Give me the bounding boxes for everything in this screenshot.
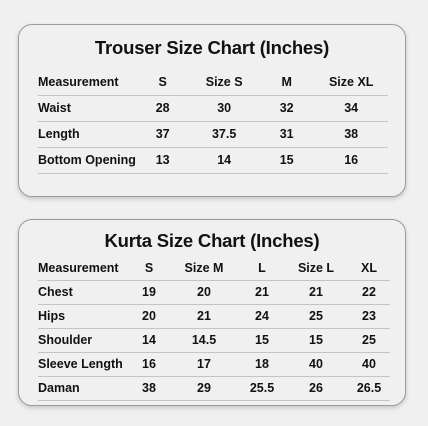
table-row-sleeve-length <box>38 352 390 376</box>
kurta-size-table <box>38 256 390 401</box>
kurta-size-chart-card <box>18 219 406 406</box>
table-cell: 24 <box>240 304 284 328</box>
table-cell: 21 <box>240 280 284 304</box>
column-header-s: S <box>136 69 189 95</box>
table-cell: 15 <box>284 328 348 352</box>
row-label: Bottom Opening <box>38 147 136 173</box>
column-header-l: L <box>240 256 284 280</box>
table-cell: 14 <box>130 328 168 352</box>
table-cell: 26 <box>284 376 348 400</box>
table-row-shoulder <box>38 328 390 352</box>
table-cell: 16 <box>130 352 168 376</box>
table-cell: 34 <box>314 95 388 121</box>
table-cell: 14 <box>189 147 259 173</box>
table-cell: 19 <box>130 280 168 304</box>
row-label: Chest <box>38 280 130 304</box>
table-cell: 13 <box>136 147 189 173</box>
table-cell: 37.5 <box>189 121 259 147</box>
column-header-size-m: Size M <box>168 256 240 280</box>
table-cell: 18 <box>240 352 284 376</box>
table-cell: 32 <box>259 95 314 121</box>
row-label: Length <box>38 121 136 147</box>
row-label: Shoulder <box>38 328 130 352</box>
table-cell: 25.5 <box>240 376 284 400</box>
trouser-chart-title: Trouser Size Chart (Inches) <box>94 37 330 58</box>
table-row-bottom-opening <box>38 147 388 173</box>
table-row-waist <box>38 95 388 121</box>
trouser-size-table <box>38 69 388 174</box>
table-cell: 31 <box>259 121 314 147</box>
table-cell: 15 <box>259 147 314 173</box>
table-cell: 25 <box>284 304 348 328</box>
column-header-size-l: Size L <box>284 256 348 280</box>
table-cell: 26.5 <box>348 376 390 400</box>
table-row-daman <box>38 376 390 400</box>
table-cell: 21 <box>168 304 240 328</box>
table-cell: 29 <box>168 376 240 400</box>
table-cell: 21 <box>284 280 348 304</box>
table-row-length <box>38 121 388 147</box>
row-label: Daman <box>38 376 130 400</box>
row-label: Hips <box>38 304 130 328</box>
table-cell: 40 <box>284 352 348 376</box>
table-cell: 40 <box>348 352 390 376</box>
table-cell: 30 <box>189 95 259 121</box>
row-label: Sleeve Length <box>38 352 130 376</box>
table-cell: 15 <box>240 328 284 352</box>
trouser-size-chart-card <box>18 24 406 197</box>
table-cell: 22 <box>348 280 390 304</box>
table-cell: 28 <box>136 95 189 121</box>
table-cell: 14.5 <box>168 328 240 352</box>
table-cell: 25 <box>348 328 390 352</box>
table-cell: 38 <box>314 121 388 147</box>
column-header-measurement: Measurement <box>38 256 130 280</box>
column-header-m: M <box>259 69 314 95</box>
column-header-xl: XL <box>348 256 390 280</box>
column-header-size-xl: Size XL <box>314 69 388 95</box>
column-header-size-s: Size S <box>189 69 259 95</box>
kurta-chart-title: Kurta Size Chart (Inches) <box>104 230 320 251</box>
table-header-row <box>38 69 388 95</box>
column-header-measurement: Measurement <box>38 69 136 95</box>
table-cell: 20 <box>130 304 168 328</box>
row-label: Waist <box>38 95 136 121</box>
table-cell: 16 <box>314 147 388 173</box>
table-cell: 38 <box>130 376 168 400</box>
table-cell: 20 <box>168 280 240 304</box>
table-cell: 37 <box>136 121 189 147</box>
table-header-row <box>38 256 390 280</box>
table-row-chest <box>38 280 390 304</box>
table-cell: 17 <box>168 352 240 376</box>
table-cell: 23 <box>348 304 390 328</box>
column-header-s: S <box>130 256 168 280</box>
table-row-hips <box>38 304 390 328</box>
